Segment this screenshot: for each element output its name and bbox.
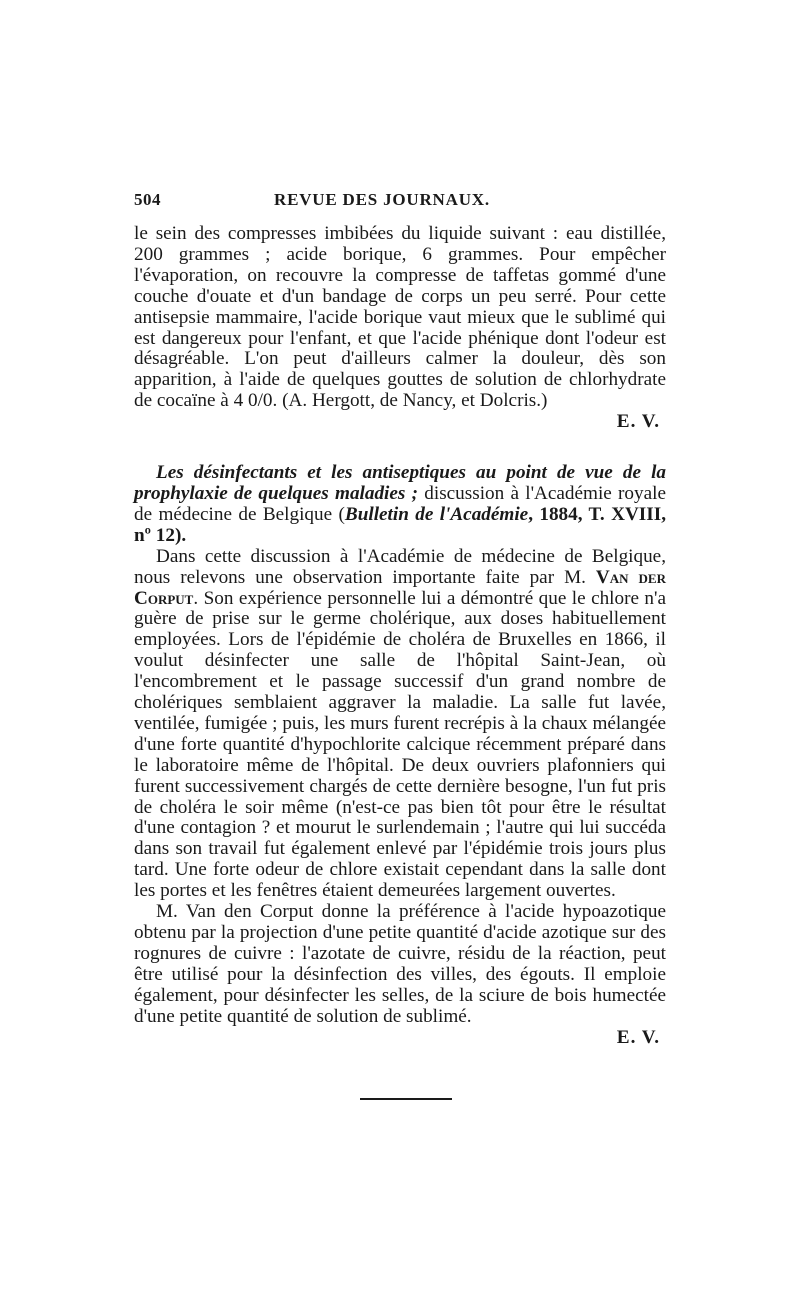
section-divider [360, 1098, 452, 1100]
article2-para1-a: Dans cette discussion à l'Académie de médecine de Belgique, nous relevons une observation importante faite par M. [134, 545, 666, 588]
document-page [134, 190, 666, 1100]
article2-paragraph-1 [134, 547, 666, 902]
article2-title [134, 463, 666, 547]
article2-title-italic: Les désinfectants et les antiseptiques au point de vue de la prophylaxie de quelques maladies ; [134, 462, 666, 504]
article2-para1-name: Van der Corput [134, 566, 666, 609]
page-number: 504 [134, 190, 161, 209]
article2-paragraph-2: M. Van den Corput donne la préférence à l'acide hypoazotique obtenu par la projection d'une petite quantité d'acide azotique sur des rognures de cuivre : l'azotate de cuivre, résidu de la réaction, peut être utilisé pour la désinfection des villes, des égouts. Il emploie également, pour désinfecter les selles, de la sciure de bois humectée d'une petite quantité de solution de sublimé. [134, 901, 666, 1027]
article1-body: le sein des compresses imbibées du liquide suivant : eau distillée, 200 grammes ; acide borique, 6 grammes. Pour empêcher l'évaporation, on recouvre la compresse de taffetas gommé d'une couche d'ouate et d'un bandage de corps un peu serré. Pour cette antisepsie mammaire, l'acide borique vaut mieux que le sublimé qui est dangereux pour l'enfant, et que l'acide phénique dont l'odeur est désagréable. L'on peut d'ailleurs calmer la douleur, dès son apparition, à l'aide de quelques gouttes de solution de chlorhydrate de cocaïne à 4 0/0. (A. Hergott, de Nancy, et Dolcris.) [134, 223, 666, 412]
article1-signature: E. V. [616, 411, 660, 433]
article2-title-rest-1: discussion à l'Académie royale de médecine de Belgique ( [134, 482, 666, 525]
section-gap [134, 433, 666, 463]
running-title: REVUE DES JOURNAUX. [274, 190, 490, 209]
article2-signature: E. V. [616, 1026, 660, 1048]
article2-source: Bulletin de l'Académie [344, 503, 529, 525]
article2-para1-b: . Son expérience personnelle lui a démontré que le chlore n'a guère de prise sur le germe cholérique, aux doses habituellement employées. Lors de l'épidémie de choléra de Bruxelles en 1866, il voulut désinfecter une salle de l'hôpital Saint-Jean, où l'encombrement et le passage successif d'un grand nombre de cholériques semblaient aggraver la maladie. La salle fut lavée, ventilée, fumigée ; puis, les murs furent recrépis à la chaux mélangée d'une forte quantité d'hypochlorite calcique récemment préparé dans le laboratoire même de l'hôpital. De deux ouvriers plafonniers qui furent successivement chargés de cette dernière besogne, l'un fut pris de choléra le soir même (n'est-ce pas bien tôt pour être le résultat d'une contagion ? et mourut le surlendemain ; l'autre qui lui succéda dans son travail fut également enlevé par l'épidémie trois jours plus tard. Une forte odeur de chlore existait cependant dans la salle dont les portes et les fenêtres étaient demeurées largement ouvertes. [134, 587, 666, 902]
running-header [134, 190, 666, 224]
article2-title-rest-2: , 1884, T. XVIII, nº 12). [134, 503, 667, 546]
